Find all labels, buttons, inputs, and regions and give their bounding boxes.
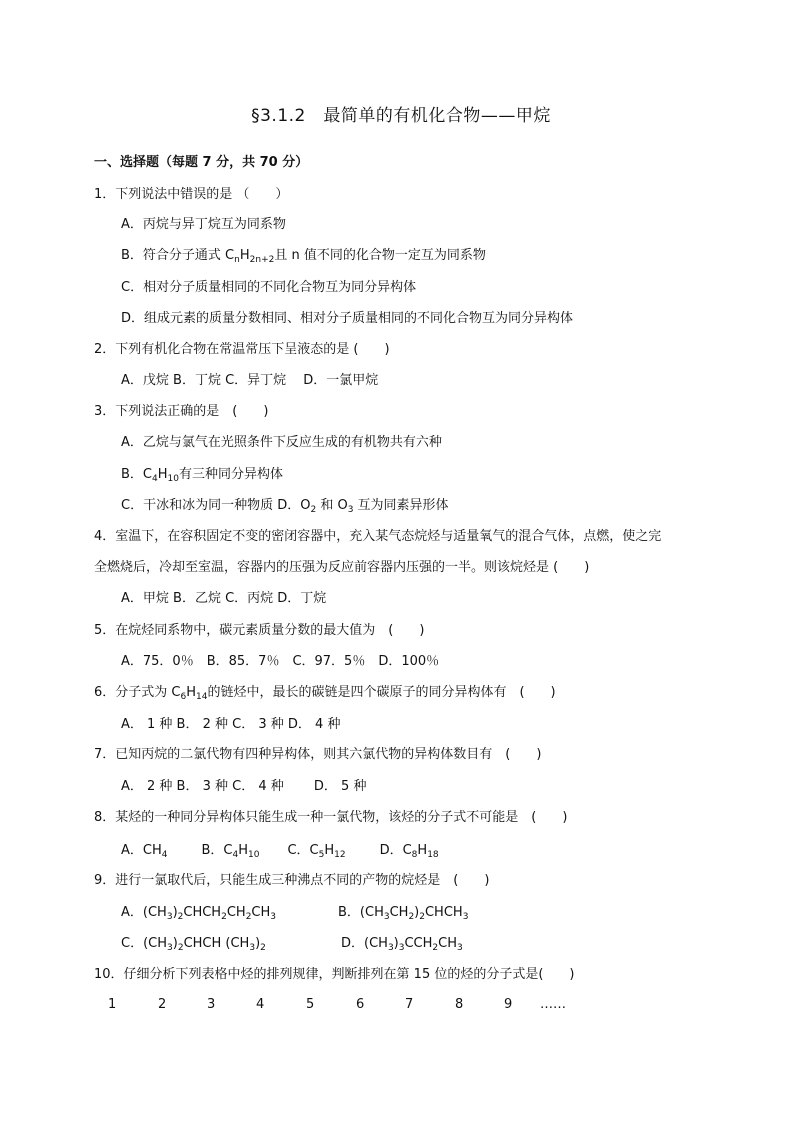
question-9-option-c: C．$(CH_3)_2CHCH$ $(CH_3)_2$ [121,936,266,953]
section-heading: 一、选择题（每题 7 分，共 70 分） [94,155,309,170]
question-3-option-b: B．$C_4H_{10}$有三种同分异构体 [121,467,283,484]
sequence-ellipsis: …… [540,997,566,1012]
question-4-stem-line-1: 4．室温下，在容积固定不变的密闭容器中，充入某气态烷烃与适量氧气的混合气体，点燃，使之完 [94,529,662,544]
question-9-stem: 9．进行一氯取代后，只能生成三种沸点不同的产物的烷烃是 ( ) [94,873,490,888]
sequence-index: 6 [356,997,365,1012]
question-10-stem: 10．仔细分析下列表格中烃的排列规律，判断排列在第 15 位的烃的分子式是( ) [94,967,575,982]
question-2-options: A．戊烷 B．丁烷 C．异丁烷 D．一氯甲烷 [121,373,379,388]
question-1-stem: 1．下列说法中错误的是 （ ） [94,187,289,202]
question-9-option-b: B．$(CH_3CH_2)_2CHCH_3$ [338,905,469,922]
question-9-option-a: A．$(CH_3)_2CHCH_2CH_2CH_3$ [121,905,277,922]
sequence-index: 4 [256,997,265,1012]
sequence-index: 7 [405,997,414,1012]
sequence-index: 3 [207,997,216,1012]
sequence-index: 5 [306,997,315,1012]
question-8-option-c: C．$C_5H_{12}$ [287,843,346,860]
question-8-options [121,842,439,864]
question-4-options: A．甲烷 B．乙烷 C．丙烷 D．丁烷 [121,591,327,606]
question-8-stem: 8．某烃的一种同分异构体只能生成一种一氯代物，该烃的分子式不可能是 ( ) [94,810,568,825]
question-4-stem-line-2: 全燃烧后，冷却至室温，容器内的压强为反应前容器内压强的一半。则该烷烃是 ( ) [94,560,590,575]
question-9-option-d: D．$(CH_3)_3CCH_2CH_3$ [341,936,463,953]
question-7-options: A． 2 种 B． 3 种 C． 4 种 D． 5 种 [121,779,367,794]
question-1-option-b: B．符合分子通式 $C_nH_{2n+2}$且 n 值不同的化合物一定互为同系物 [121,248,486,265]
question-5-options: A．75．0％ B．85．7％ C．97．5％ D．100％ [121,654,440,669]
question-1-option-c: C．相对分子质量相同的不同化合物互为同分异构体 [121,280,417,295]
question-1-option-d: D．组成元素的质量分数相同、相对分子质量相同的不同化合物互为同分异构体 [121,311,574,326]
question-1-option-a: A．丙烷与异丁烷互为同系物 [121,217,286,232]
question-8-option-b: B．$C_4H_{10}$ [201,843,260,860]
question-10-sequence-row [100,997,580,1015]
sequence-index: 9 [504,997,513,1012]
sequence-index: 8 [455,997,464,1012]
question-8-option-d: D．$C_8H_{18}$ [379,843,439,860]
question-3-stem: 3．下列说法正确的是 ( ) [94,404,269,419]
question-6-options: A． 1 种 B． 2 种 C． 3 种 D． 4 种 [121,717,341,732]
question-8-option-a: A．$CH_4$ [121,843,168,860]
sequence-index: 2 [158,997,167,1012]
question-5-stem: 5．在烷烃同系物中，碳元素质量分数的最大值为 ( ) [94,623,425,638]
question-2-stem: 2．下列有机化合物在常温常压下呈液态的是 ( ) [94,342,390,357]
sequence-index: 1 [108,997,117,1012]
page-title: §3.1.2 最简单的有机化合物——甲烷 [251,106,551,126]
question-3-option-a: A．乙烷与氯气在光照条件下反应生成的有机物共有六种 [121,435,442,450]
question-7-stem: 7．已知丙烷的二氯代物有四种异构体，则其六氯代物的异构体数目有 ( ) [94,747,542,762]
question-3-option-cd: C．干冰和冰为同一种物质 D．$O_2$ 和 $O_3$ 互为同素异形体 [121,498,449,515]
question-6-stem: 6．分子式为 $C_6H_{14}$的链烃中，最长的碳链是四个碳原子的同分异构体有 ( ) [94,685,556,702]
